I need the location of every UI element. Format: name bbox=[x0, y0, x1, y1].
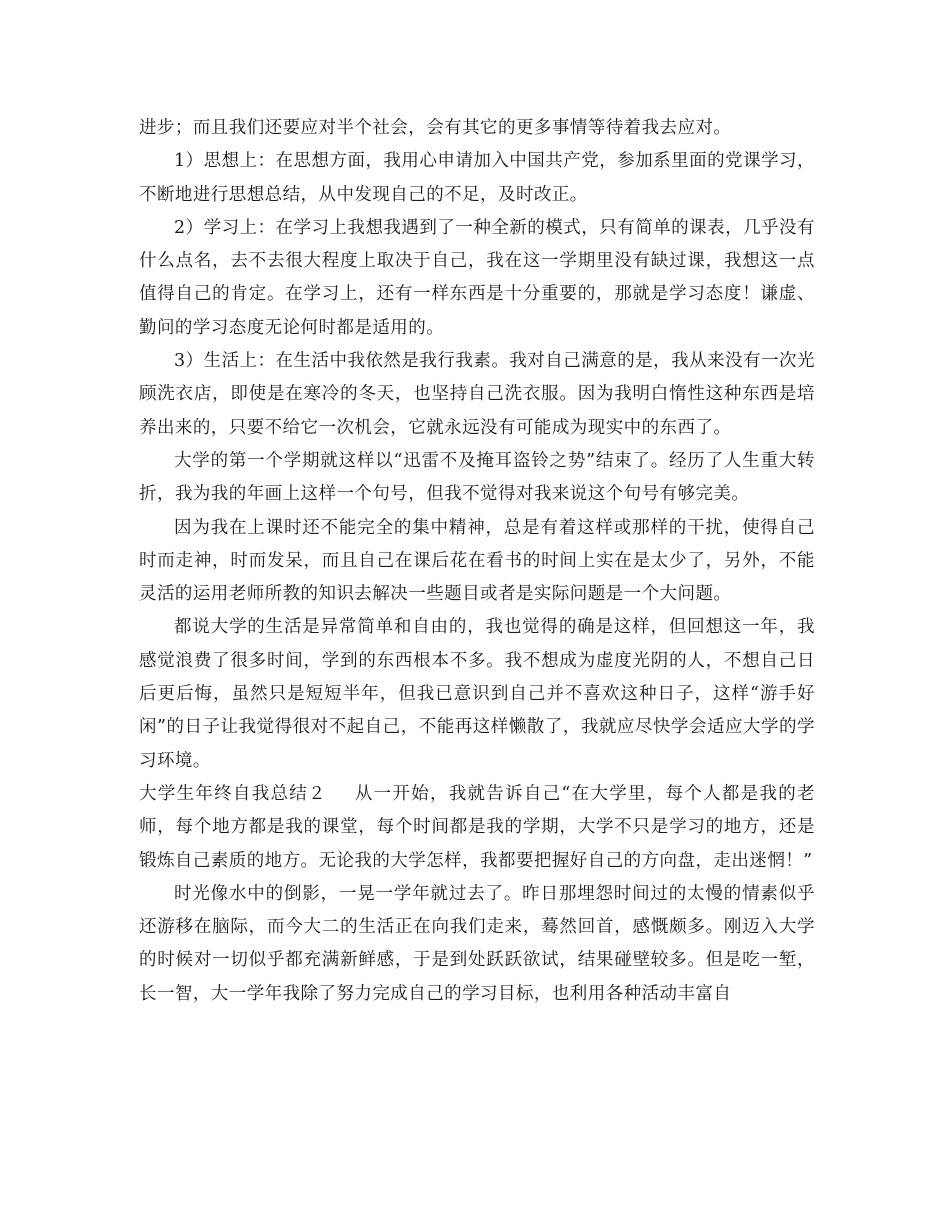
paragraph-shortcomings: 因为我在上课时还不能完全的集中精神，总是有着这样或那样的干扰，使得自己时而走神，时而发呆，而且自己在课后花在看书的时间上实在是太少了，另外，不能灵活的运用老师所教的知识去解决一些题目或者是实际问题是一个大问题。 bbox=[139, 517, 815, 605]
paragraph-reflection: 都说大学的生活是异常简单和自由的，我也觉得的确是这样，但回想这一年，我感觉浪费了很多时间，学到的东西根本不多。我不想成为虚度光阴的人，不想自己日后更后悔，虽然只是短短半年，但我已意识到自己并不喜欢这种日子，这样“游手好闲”的日子让我觉得很对不起自己，不能再这样懒散了，我就应尽快学会适应大学的学习环境。 bbox=[139, 617, 815, 771]
paragraph-continuation: 进步；而且我们还要应对半个社会，会有其它的更多事情等待着我去应对。 bbox=[139, 118, 732, 138]
section-first-paragraph: 从一开始，我就告诉自己“在大学里，每个人都是我的老师，每个地方都是我的课堂，每个时间都是我的学期，大学不只是学习的地方，还是锻炼自己素质的地方。无论我的大学怎样，我都要把握好自己的方向盘，走出迷惘！” bbox=[139, 783, 815, 871]
paragraph-study: 2）学习上：在学习上我想我遇到了一种全新的模式，只有简单的课表，几乎没有什么点名，去不去很大程度上取决于自己，我在这一学期里没有缺过课，我想这一点值得自己的肯定。在学习上，还有一样东西是十分重要的，那就是学习态度！谦虚、勤问的学习态度无论何时都是适用的。 bbox=[139, 217, 815, 338]
document-body bbox=[139, 112, 815, 1011]
paragraph-closing: 时光像水中的倒影，一晃一学年就过去了。昨日那埋怨时间过的太慢的情素似乎还游移在脑际，而今大二的生活正在向我们走来，蓦然回首，感慨颇多。刚迈入大学的时候对一切似乎都充满新鲜感，于是到处跃跃欲试，结果碰壁较多。但是吃一堑，长一智，大一学年我除了努力完成自己的学习目标，也利用各种活动丰富自 bbox=[139, 883, 815, 1004]
paragraph-thought: 1）思想上：在思想方面，我用心申请加入中国共产党，参加系里面的党课学习，不断地进行思想总结，从中发现自己的不足，及时改正。 bbox=[139, 151, 815, 205]
section-heading: 大学生年终自我总结２ bbox=[139, 783, 327, 804]
paragraph-semester-end: 大学的第一个学期就这样以“迅雷不及掩耳盗铃之势”结束了。经历了人生重大转折，我为我的年画上这样一个句号，但我不觉得对我来说这个句号有够完美。 bbox=[139, 450, 815, 505]
section-paragraph bbox=[139, 778, 815, 878]
paragraph-life: 3）生活上：在生活中我依然是我行我素。我对自己满意的是，我从来没有一次光顾洗衣店，即使是在寒冷的冬天，也坚持自己洗衣服。因为我明白惰性这种东西是培养出来的，只要不给它一次机会，它就永远没有可能成为现实中的东西了。 bbox=[139, 351, 815, 438]
